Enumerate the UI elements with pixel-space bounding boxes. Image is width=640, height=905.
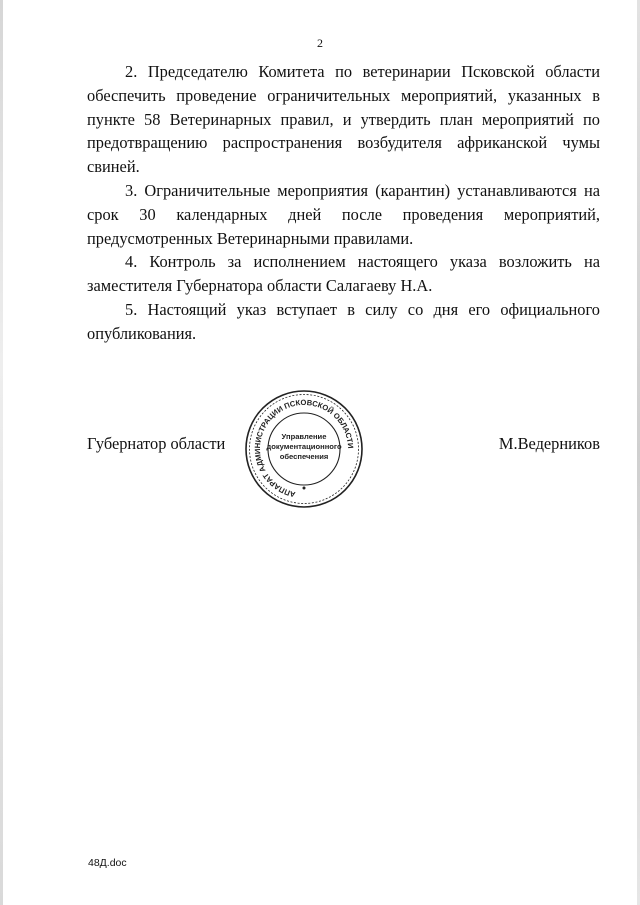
- paragraph-4: 4. Контроль за исполнением настоящего указа возложить на заместителя Губернатора области Салагаеву Н.А.: [87, 252, 600, 296]
- page-number: 2: [317, 36, 323, 50]
- seal-center-line-1: Управление: [281, 432, 327, 441]
- seal-center-line-2: документационного: [266, 442, 342, 451]
- paragraph-2: 2. Председателю Комитета по ветеринарии Псковской области обеспечить проведение ограничительных мероприятий, указанных в пункте 58 Ветеринарных правил, и утвердить план мероприятий по предотвращению распространения возбудителя африканской чумы свиней.: [87, 62, 600, 177]
- seal-center-line-3: обеспечения: [279, 452, 329, 461]
- document-body: [87, 60, 600, 346]
- signatory-name: М.Ведерников: [498, 434, 600, 453]
- page-edge-left: [0, 0, 3, 905]
- paragraph-3: 3. Ограничительные мероприятия (карантин) устанавливаются на срок 30 календарных дней после проведения мероприятий, предусмотренных Ветеринарными правилами.: [87, 180, 600, 248]
- signatory-title: Губернатор области: [87, 434, 226, 453]
- official-seal-icon: [242, 387, 366, 511]
- seal-ring-textpath: АППАРАТ АДМИНИСТРАЦИИ ПСКОВСКОЙ ОБЛАСТИ: [252, 397, 356, 500]
- footer-file-name: 48Д.doc: [88, 857, 127, 869]
- paragraph-5: 5. Настоящий указ вступает в силу со дня его официального опубликования.: [87, 299, 600, 343]
